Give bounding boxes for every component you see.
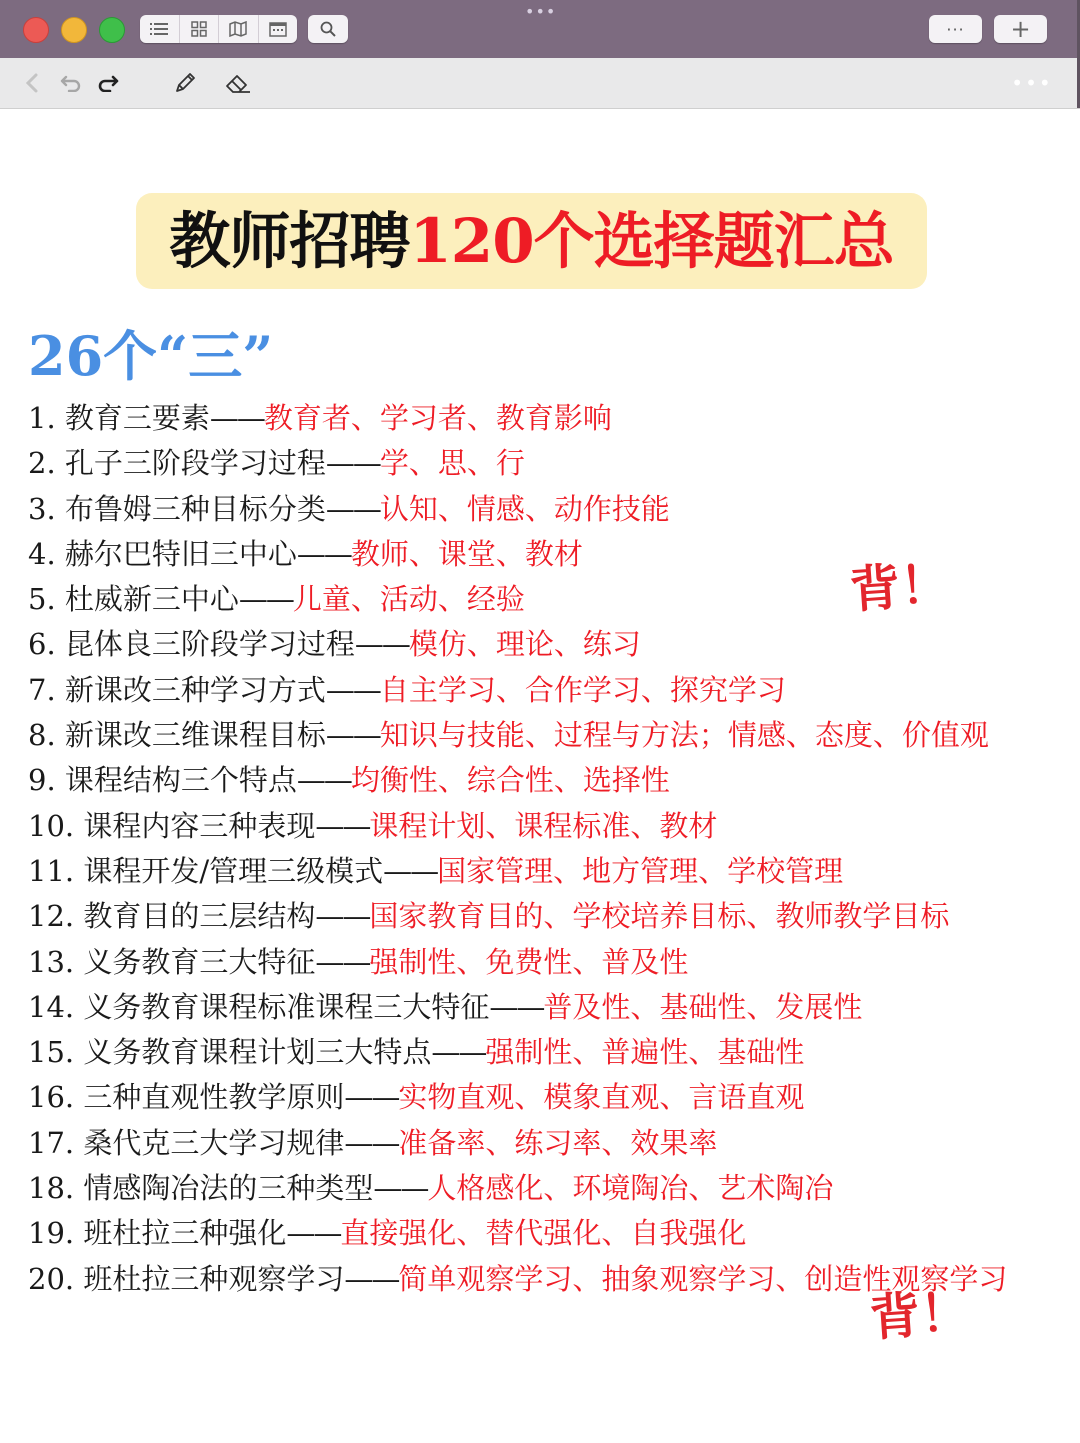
item-answer: 儿童、活动、经验 bbox=[292, 582, 525, 617]
list-item bbox=[28, 849, 1048, 894]
item-dash: —— bbox=[344, 1080, 399, 1115]
item-term: 课程结构三个特点 bbox=[64, 763, 297, 798]
list-item bbox=[28, 622, 1048, 667]
back-button[interactable] bbox=[20, 68, 44, 98]
undo-icon bbox=[60, 74, 82, 92]
item-answer: 学、思、行 bbox=[379, 446, 525, 481]
item-term: 杜威新三中心 bbox=[64, 582, 239, 617]
item-dash: —— bbox=[238, 582, 293, 617]
item-answer: 简单观察学习、抽象观察学习、创造性观察学习 bbox=[398, 1261, 1008, 1296]
item-term: 赫尔巴特旧三中心 bbox=[64, 536, 297, 571]
list-view-button[interactable] bbox=[140, 15, 180, 43]
item-term: 课程开发/管理三级模式 bbox=[83, 853, 384, 888]
item-number: 17. bbox=[28, 1125, 75, 1160]
item-answer: 课程计划、课程标准、教材 bbox=[369, 808, 718, 843]
window-grip[interactable]: ••• bbox=[525, 2, 557, 21]
item-term: 桑代克三大学习规律 bbox=[83, 1125, 345, 1160]
item-term: 孔子三阶段学习过程 bbox=[64, 446, 326, 481]
item-answer: 国家教育目的、学校培养目标、教师教学目标 bbox=[369, 899, 950, 934]
item-answer: 实物直观、模象直观、言语直观 bbox=[398, 1080, 805, 1115]
list-item bbox=[28, 487, 1048, 532]
item-dash: —— bbox=[325, 446, 380, 481]
map-icon bbox=[229, 21, 247, 37]
item-answer: 国家管理、地方管理、学校管理 bbox=[437, 853, 844, 888]
item-number: 5. bbox=[28, 582, 56, 617]
list-item bbox=[28, 396, 1048, 441]
item-dash: —— bbox=[344, 1125, 399, 1160]
eraser-icon bbox=[224, 71, 252, 95]
item-number: 9. bbox=[28, 763, 56, 798]
item-answer: 认知、情感、动作技能 bbox=[379, 491, 670, 526]
redo-icon bbox=[97, 74, 119, 92]
list-item bbox=[28, 1211, 1048, 1256]
list-item bbox=[28, 1075, 1048, 1120]
more-options-button[interactable]: ··· bbox=[929, 15, 982, 43]
editor-toolbar bbox=[0, 58, 1080, 109]
item-term: 课程内容三种表现 bbox=[83, 808, 316, 843]
map-view-button[interactable] bbox=[219, 15, 259, 43]
add-button[interactable]: + bbox=[994, 15, 1047, 43]
minimize-window-button[interactable] bbox=[61, 17, 87, 43]
maximize-window-button[interactable] bbox=[99, 17, 125, 43]
item-dash: —— bbox=[325, 718, 380, 753]
item-dash: —— bbox=[489, 989, 544, 1024]
list-item bbox=[28, 1121, 1048, 1166]
item-answer: 均衡性、综合性、选择性 bbox=[350, 763, 670, 798]
memorize-stamp: 背！ bbox=[868, 1282, 972, 1348]
list-item bbox=[28, 713, 1048, 758]
item-answer: 教育者、学习者、教育影响 bbox=[263, 401, 612, 435]
item-term: 义务教育课程计划三大特点 bbox=[83, 1035, 432, 1070]
item-dash: —— bbox=[286, 1216, 341, 1251]
item-dash: —— bbox=[383, 853, 438, 888]
item-term: 义务教育课程标准课程三大特征 bbox=[83, 989, 490, 1024]
memorize-stamp: 背！ bbox=[848, 554, 952, 620]
item-number: 14. bbox=[28, 989, 75, 1024]
close-window-button[interactable] bbox=[23, 17, 49, 43]
item-term: 教育目的三层结构 bbox=[83, 899, 316, 934]
item-answer: 自主学习、合作学习、探究学习 bbox=[379, 672, 786, 707]
calendar-view-button[interactable] bbox=[259, 15, 298, 43]
list-item bbox=[28, 1030, 1048, 1075]
item-number: 4. bbox=[28, 536, 56, 571]
list-item bbox=[28, 804, 1048, 849]
item-dash: —— bbox=[325, 491, 380, 526]
item-answer: 普及性、基础性、发展性 bbox=[543, 989, 863, 1024]
item-term: 新课改三种学习方式 bbox=[64, 672, 326, 707]
list-item bbox=[28, 758, 1048, 803]
item-term: 班杜拉三种观察学习 bbox=[83, 1261, 345, 1296]
list-item bbox=[28, 894, 1048, 939]
item-term: 昆体良三阶段学习过程 bbox=[64, 627, 355, 662]
item-number: 15. bbox=[28, 1035, 75, 1070]
item-number: 7. bbox=[28, 672, 56, 707]
item-answer: 模仿、理论、练习 bbox=[408, 627, 641, 662]
item-term: 情感陶冶法的三种类型 bbox=[83, 1171, 374, 1206]
pen-tool-button[interactable] bbox=[170, 68, 200, 98]
item-dash: —— bbox=[296, 536, 351, 571]
calendar-icon bbox=[269, 21, 287, 37]
item-answer: 知识与技能、过程与方法；情感、态度、价值观 bbox=[379, 718, 989, 753]
item-number: 3. bbox=[28, 491, 56, 526]
item-dash: —— bbox=[325, 672, 380, 707]
item-number: 2. bbox=[28, 446, 56, 481]
section-title: 26个“三” bbox=[28, 324, 274, 388]
item-dash: —— bbox=[315, 899, 370, 934]
list-icon bbox=[150, 22, 168, 36]
item-dash: —— bbox=[296, 763, 351, 798]
list-item bbox=[28, 985, 1048, 1030]
chevron-left-icon bbox=[25, 73, 39, 93]
item-dash: —— bbox=[373, 1171, 428, 1206]
list-item bbox=[28, 668, 1048, 713]
item-term: 教育三要素 bbox=[64, 401, 210, 435]
view-switcher bbox=[140, 15, 297, 43]
window-titlebar bbox=[0, 0, 1080, 58]
item-dash: —— bbox=[431, 1035, 486, 1070]
undo-button[interactable] bbox=[58, 68, 84, 98]
item-number: 18. bbox=[28, 1171, 75, 1206]
item-list bbox=[28, 396, 1048, 1302]
item-dash: —— bbox=[209, 401, 264, 435]
toolbar-more-button[interactable]: ••• bbox=[1011, 71, 1053, 95]
item-answer: 强制性、普遍性、基础性 bbox=[485, 1035, 805, 1070]
search-icon bbox=[320, 21, 336, 37]
item-number: 10. bbox=[28, 808, 75, 843]
item-dash: —— bbox=[315, 944, 370, 979]
item-dash: —— bbox=[354, 627, 409, 662]
list-item bbox=[28, 1166, 1048, 1211]
item-number: 6. bbox=[28, 627, 56, 662]
item-term: 布鲁姆三种目标分类 bbox=[64, 491, 326, 526]
item-number: 13. bbox=[28, 944, 75, 979]
item-answer: 人格感化、环境陶冶、艺术陶冶 bbox=[427, 1171, 834, 1206]
item-term: 班杜拉三种强化 bbox=[83, 1216, 287, 1251]
item-term: 三种直观性教学原则 bbox=[83, 1080, 345, 1115]
search-button[interactable] bbox=[308, 15, 348, 43]
item-answer: 教师、课堂、教材 bbox=[350, 536, 583, 571]
item-number: 12. bbox=[28, 899, 75, 934]
list-item bbox=[28, 940, 1048, 985]
item-number: 1. bbox=[28, 401, 56, 435]
title-black-part: 教师招聘 bbox=[169, 205, 410, 277]
item-number: 8. bbox=[28, 718, 56, 753]
grid-icon bbox=[191, 21, 207, 37]
list-item bbox=[28, 441, 1048, 486]
document-title bbox=[136, 193, 927, 289]
item-dash: —— bbox=[344, 1261, 399, 1296]
item-answer: 直接强化、替代强化、自我强化 bbox=[340, 1216, 747, 1251]
item-number: 20. bbox=[28, 1261, 75, 1296]
item-number: 19. bbox=[28, 1216, 75, 1251]
item-term: 义务教育三大特征 bbox=[83, 944, 316, 979]
item-answer: 准备率、练习率、效果率 bbox=[398, 1125, 718, 1160]
pen-icon bbox=[173, 71, 197, 95]
redo-button[interactable] bbox=[95, 68, 121, 98]
item-number: 16. bbox=[28, 1080, 75, 1115]
eraser-tool-button[interactable] bbox=[222, 68, 254, 98]
item-term: 新课改三维课程目标 bbox=[64, 718, 326, 753]
grid-view-button[interactable] bbox=[180, 15, 220, 43]
item-number: 11. bbox=[28, 853, 75, 888]
item-answer: 强制性、免费性、普及性 bbox=[369, 944, 689, 979]
title-red-part: 120个选择题汇总 bbox=[409, 205, 894, 277]
item-dash: —— bbox=[315, 808, 370, 843]
